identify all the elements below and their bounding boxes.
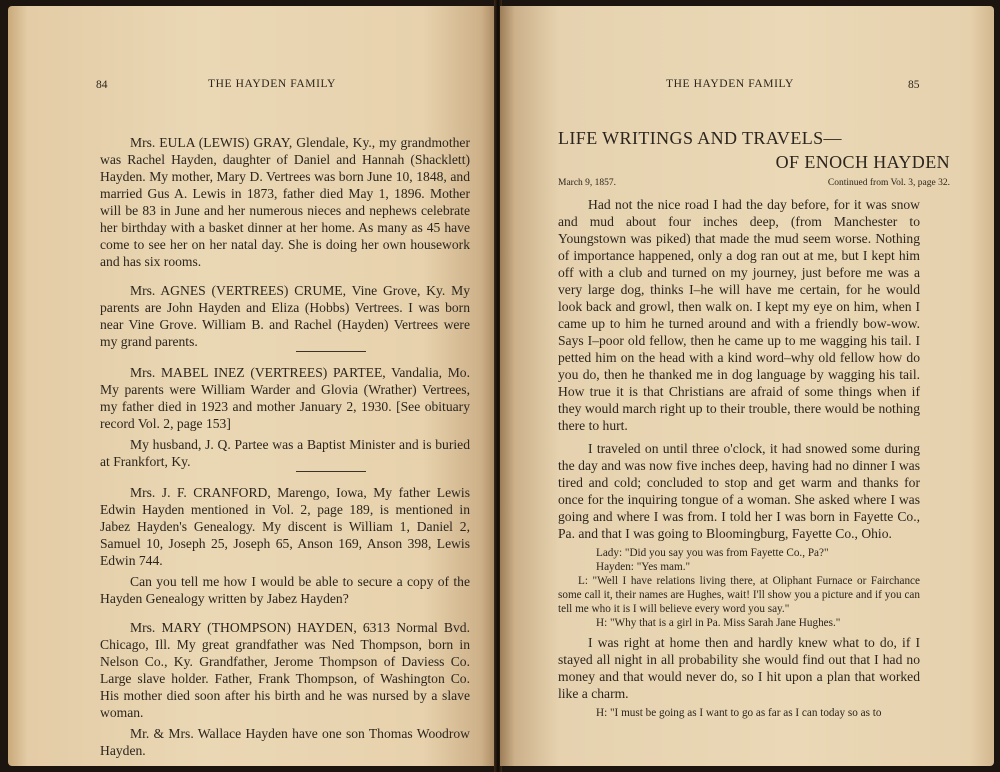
article-date: March 9, 1857. (558, 178, 617, 188)
paragraph-partee-husband: My husband, J. Q. Partee was a Baptist Minister and is buried at Frankfort, Ky. (100, 437, 470, 469)
dialog-line: H: "Why that is a girl in Pa. Miss Sarah Jane Hughes." (596, 617, 841, 629)
separator-rule (296, 351, 366, 352)
paragraph-cranford-question: Can you tell me how I would be able to secure a copy of the Hayden Genealogy written by Jabez Hayden? (100, 574, 470, 606)
dialog-line: Hayden: "Yes mam." (596, 561, 691, 573)
left-page-body (100, 134, 470, 759)
dialog-block (558, 546, 920, 630)
dialog-line: H: "I must be going as I want to go as far as I can today so as to (596, 707, 882, 719)
separator-rule (296, 471, 366, 472)
paragraph-dog: Had not the nice road I had the day before, for it was snow and mud about four inches deep, (from Manchester to Youngstown was piked) that made the mud seem worse. Nothing of importance happened, only a dog ran out at me, but I kept him off with a club and turned on my journey, just before me was a very large dog, thinks I–he will have me certain, for he would look back and growl, then walk on. I kept my eye on him, when I came up to him he turned around and with a friendly bow-wow. Says I–poor old fellow, then he came up to me wagging his tail. I petted him on the head with a kind word–why old fellow how do you do, then he thanked me in dog language by wagging his tail. How true it is that Christians are afraid of some things when if they would march right up to their trouble, there would be nothing there to hurt. (558, 197, 920, 433)
paragraph-plan: I was right at home then and hardly knew what to do, if I stayed all night in all probability she would find out that I had no money and that would never do, so I hit upon a plan that worked like a charm. (558, 635, 920, 701)
paragraph-crume: Mrs. AGNES (VERTREES) CRUME, Vine Grove, Ky. My parents are John Hayden and Eliza (Hobbs) Vertrees. I was born near Vine Grove. William B. and Rachel (Hayden) Vertrees were my grand parents. (100, 283, 470, 349)
paragraph-wallace-hayden: Mr. & Mrs. Wallace Hayden have one son Thomas Woodrow Hayden. (100, 726, 470, 758)
right-page-number: 85 (908, 79, 920, 91)
left-page (8, 6, 496, 766)
paragraph-thompson-hayden: Mrs. MARY (THOMPSON) HAYDEN, 6313 Normal Bvd. Chicago, Ill. My great grandfather was Ned Thompson, born in Nelson Co., Ky. Grandfather, Jerome Thompson of Daviess Co. Large slave holder. Father, Frank Thompson, of Washington Co. His mother died soon after his birth and he was nursed by a slave woman. (100, 620, 470, 720)
dialog-block-last (558, 706, 920, 720)
right-page (500, 6, 994, 766)
continued-note: Continued from Vol. 3, page 32. (827, 178, 950, 188)
dialog-line: L: "Well I have relations living there, at Oliphant Furnace or Fairchance some call it, their names are Hughes, wait! I'll show you a picture and if you can tell me who it is I will believe every word you say." (558, 575, 920, 615)
paragraph-snow: I traveled on until three o'clock, it had snowed some during the day and was now five inches deep, having had no dinner I was tired and cold; concluded to stop and get warm and thanks for once for the inquiring tongue of a woman. She asked where I was going and where I was from. I told her I was born in Fayette Co., Pa. and that I was going to Bloomingburg, Fayette Co., Ohio. (558, 441, 920, 541)
article-title-line2: OF ENOCH HAYDEN (775, 152, 950, 172)
left-page-number: 84 (96, 79, 108, 91)
right-running-head: THE HAYDEN FAMILY (666, 78, 794, 90)
paragraph-gray: Mrs. EULA (LEWIS) GRAY, Glendale, Ky., my grandmother was Rachel Hayden, daughter of Daniel and Hannah (Shacklett) Hayden. My mother, Mary D. Vertrees was born June 10, 1848, and married Gus A. Lewis in 1873, father died May 1, 1896. Mother will be 83 in June and her numerous nieces and nephews celebrate her birthday with a basket dinner at her home. As many as 45 have come to see her on her natal day. She is doing her own housework and has six rooms. (100, 135, 470, 269)
left-running-head: THE HAYDEN FAMILY (208, 78, 336, 90)
right-page-body (558, 196, 920, 720)
paragraph-partee: Mrs. MABEL INEZ (VERTREES) PARTEE, Vandalia, Mo. My parents were William Warder and Glovia (Wrather) Vertrees, my father died in 1923 and mother January 2, 1930. [See obituary record Vol. 2, page 153] (100, 365, 470, 431)
article-title-line1: LIFE WRITINGS AND TRAVELS— (558, 128, 842, 148)
paragraph-cranford: Mrs. J. F. CRANFORD, Marengo, Iowa, My father Lewis Edwin Hayden mentioned in Vol. 2, page 189, is mentioned in Jabez Hayden's Genealogy. My discent is William 1, Daniel 2, Samuel 10, Joseph 25, Joseph 65, Anson 169, Anson 398, Lewis Edwin 744. (100, 485, 470, 568)
dialog-line: Lady: "Did you say you was from Fayette Co., Pa?" (596, 547, 829, 559)
